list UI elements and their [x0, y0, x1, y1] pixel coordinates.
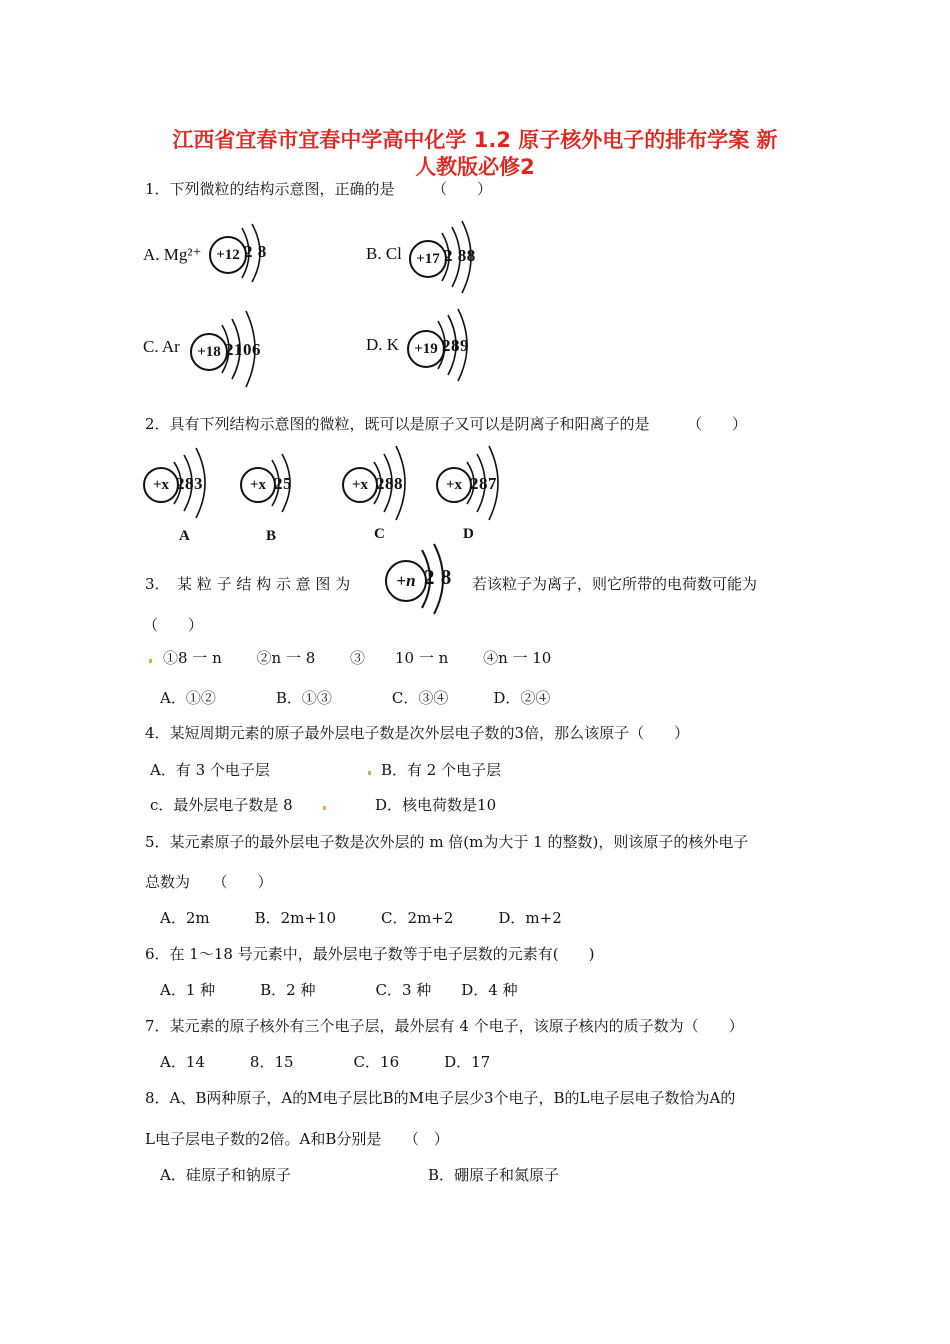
q4-option-a: A．有 3 个电子层: [150, 761, 270, 779]
q2-d-nucleus: +x: [436, 467, 472, 503]
q1-a-nucleus: +12: [209, 236, 247, 274]
q1-c-shells: 2106: [225, 340, 261, 359]
q6-stem: 6．在 1～18 号元素中，最外层电子数等于电子层数的元素有( ): [145, 945, 595, 963]
q4-mark-dot-2: [323, 806, 326, 810]
q5-options: A．2m B．2m+10 C．2m+2 D．m+2: [160, 909, 562, 927]
q8-option-a: A．硅原子和钠原子: [160, 1166, 291, 1184]
q3-options: A．①② B．①③ C．③④ D．②④: [160, 689, 551, 707]
q2-b-shells: 25: [274, 474, 292, 493]
q4-mark-dot: [368, 771, 371, 775]
q2-d-shell-arcs: [455, 442, 515, 524]
q2-a-label: A: [179, 528, 190, 544]
q3-nucleus: +n: [385, 560, 427, 602]
q2-a-shells: 283: [176, 474, 203, 493]
q1-d-shell-arcs: [426, 303, 486, 388]
q2-d-label: D: [463, 526, 474, 542]
q1-b-label: B. Cl: [366, 244, 402, 263]
q1-c-nucleus: +18: [190, 333, 228, 371]
q1-b-nucleus: +17: [409, 240, 447, 278]
q1-d-shells: 289: [442, 336, 469, 355]
q2-c-label: C: [374, 526, 385, 542]
q2-c-shell-arcs: [362, 442, 422, 524]
q7-options: A．14 8．15 C．16 D．17: [160, 1053, 491, 1071]
q3-items: ①8 一 n ②n 一 8 ③ 10 一 n ④n 一 10: [163, 649, 552, 667]
q2-a-shell-arcs: [162, 444, 222, 524]
q2-stem: 2．具有下列结构示意图的微粒，既可以是原子又可以是阴离子和阳离子的是 （ ）: [145, 415, 748, 433]
q3-stem-post: 若该粒子为离子，则它所带的电荷数可能为: [472, 575, 758, 593]
q8-option-b: B．硼原子和氮原子: [428, 1166, 560, 1184]
q5-stem-line-1: 5．某元素原子的最外层电子数是次外层的 m 倍(m为大于 1 的整数)，则该原子的核外电子: [145, 833, 749, 851]
q3-shells: 2 8: [424, 565, 452, 589]
q1-b-shell-arcs: [430, 215, 490, 300]
q2-c-shells: 288: [376, 474, 403, 493]
q8-stem-line-2: L电子层电子数的2倍。A和B分别是 （ ）: [145, 1130, 449, 1148]
q4-option-c: c．最外层电子数是 8: [150, 796, 293, 814]
doc-title-line-2: 人教版必修2: [415, 155, 535, 179]
q1-c-shell-arcs: [210, 305, 270, 390]
q6-options: A．1 种 B．2 种 C．3 种 D．4 种: [160, 981, 518, 999]
doc-title-line-1: 江西省宜春市宜春中学高中化学 1.2 原子核外电子的排布学案 新: [172, 128, 778, 152]
q1-d-nucleus: +19: [407, 330, 445, 368]
q1-a-shell-arcs: [230, 222, 290, 292]
q4-option-d: D．核电荷数是10: [375, 796, 497, 814]
q3-mark-dot: [149, 659, 152, 663]
q2-b-shell-arcs: [260, 452, 310, 517]
q2-b-nucleus: +x: [240, 467, 276, 503]
q4-option-b: B．有 2 个电子层: [381, 761, 502, 779]
q2-b-label: B: [266, 528, 277, 544]
q1-a-shells: 2 8: [244, 242, 267, 261]
q8-stem-line-1: 8．A、B两种原子，A的M电子层比B的M电子层少3个电子，B的L电子层电子数恰为A的: [145, 1089, 736, 1107]
q1-d-label: D. K: [366, 335, 400, 354]
q3-stem-pre: 3． 某 粒 子 结 构 示 意 图 为: [145, 575, 351, 593]
q1-c-label: C. Ar: [143, 337, 180, 356]
q2-c-nucleus: +x: [342, 467, 378, 503]
q7-stem: 7．某元素的原子核外有三个电子层，最外层有 4 个电子，该原子核内的质子数为（ ）: [145, 1017, 744, 1035]
q2-a-nucleus: +x: [143, 467, 179, 503]
q3-shell-arcs: [410, 542, 465, 617]
q1-stem: 1．下列微粒的结构示意图，正确的是 （ ）: [145, 180, 493, 198]
q1-b-shells: 2 88: [444, 246, 476, 265]
q2-d-shells: 287: [470, 474, 497, 493]
q1-a-label: A. Mg²⁺: [143, 245, 202, 264]
q4-stem: 4．某短周期元素的原子最外层电子数是次外层电子数的3倍，那么该原子（ ）: [145, 724, 690, 742]
q3-paren: （ ）: [143, 616, 204, 634]
q5-stem-line-2: 总数为 （ ）: [145, 873, 273, 891]
